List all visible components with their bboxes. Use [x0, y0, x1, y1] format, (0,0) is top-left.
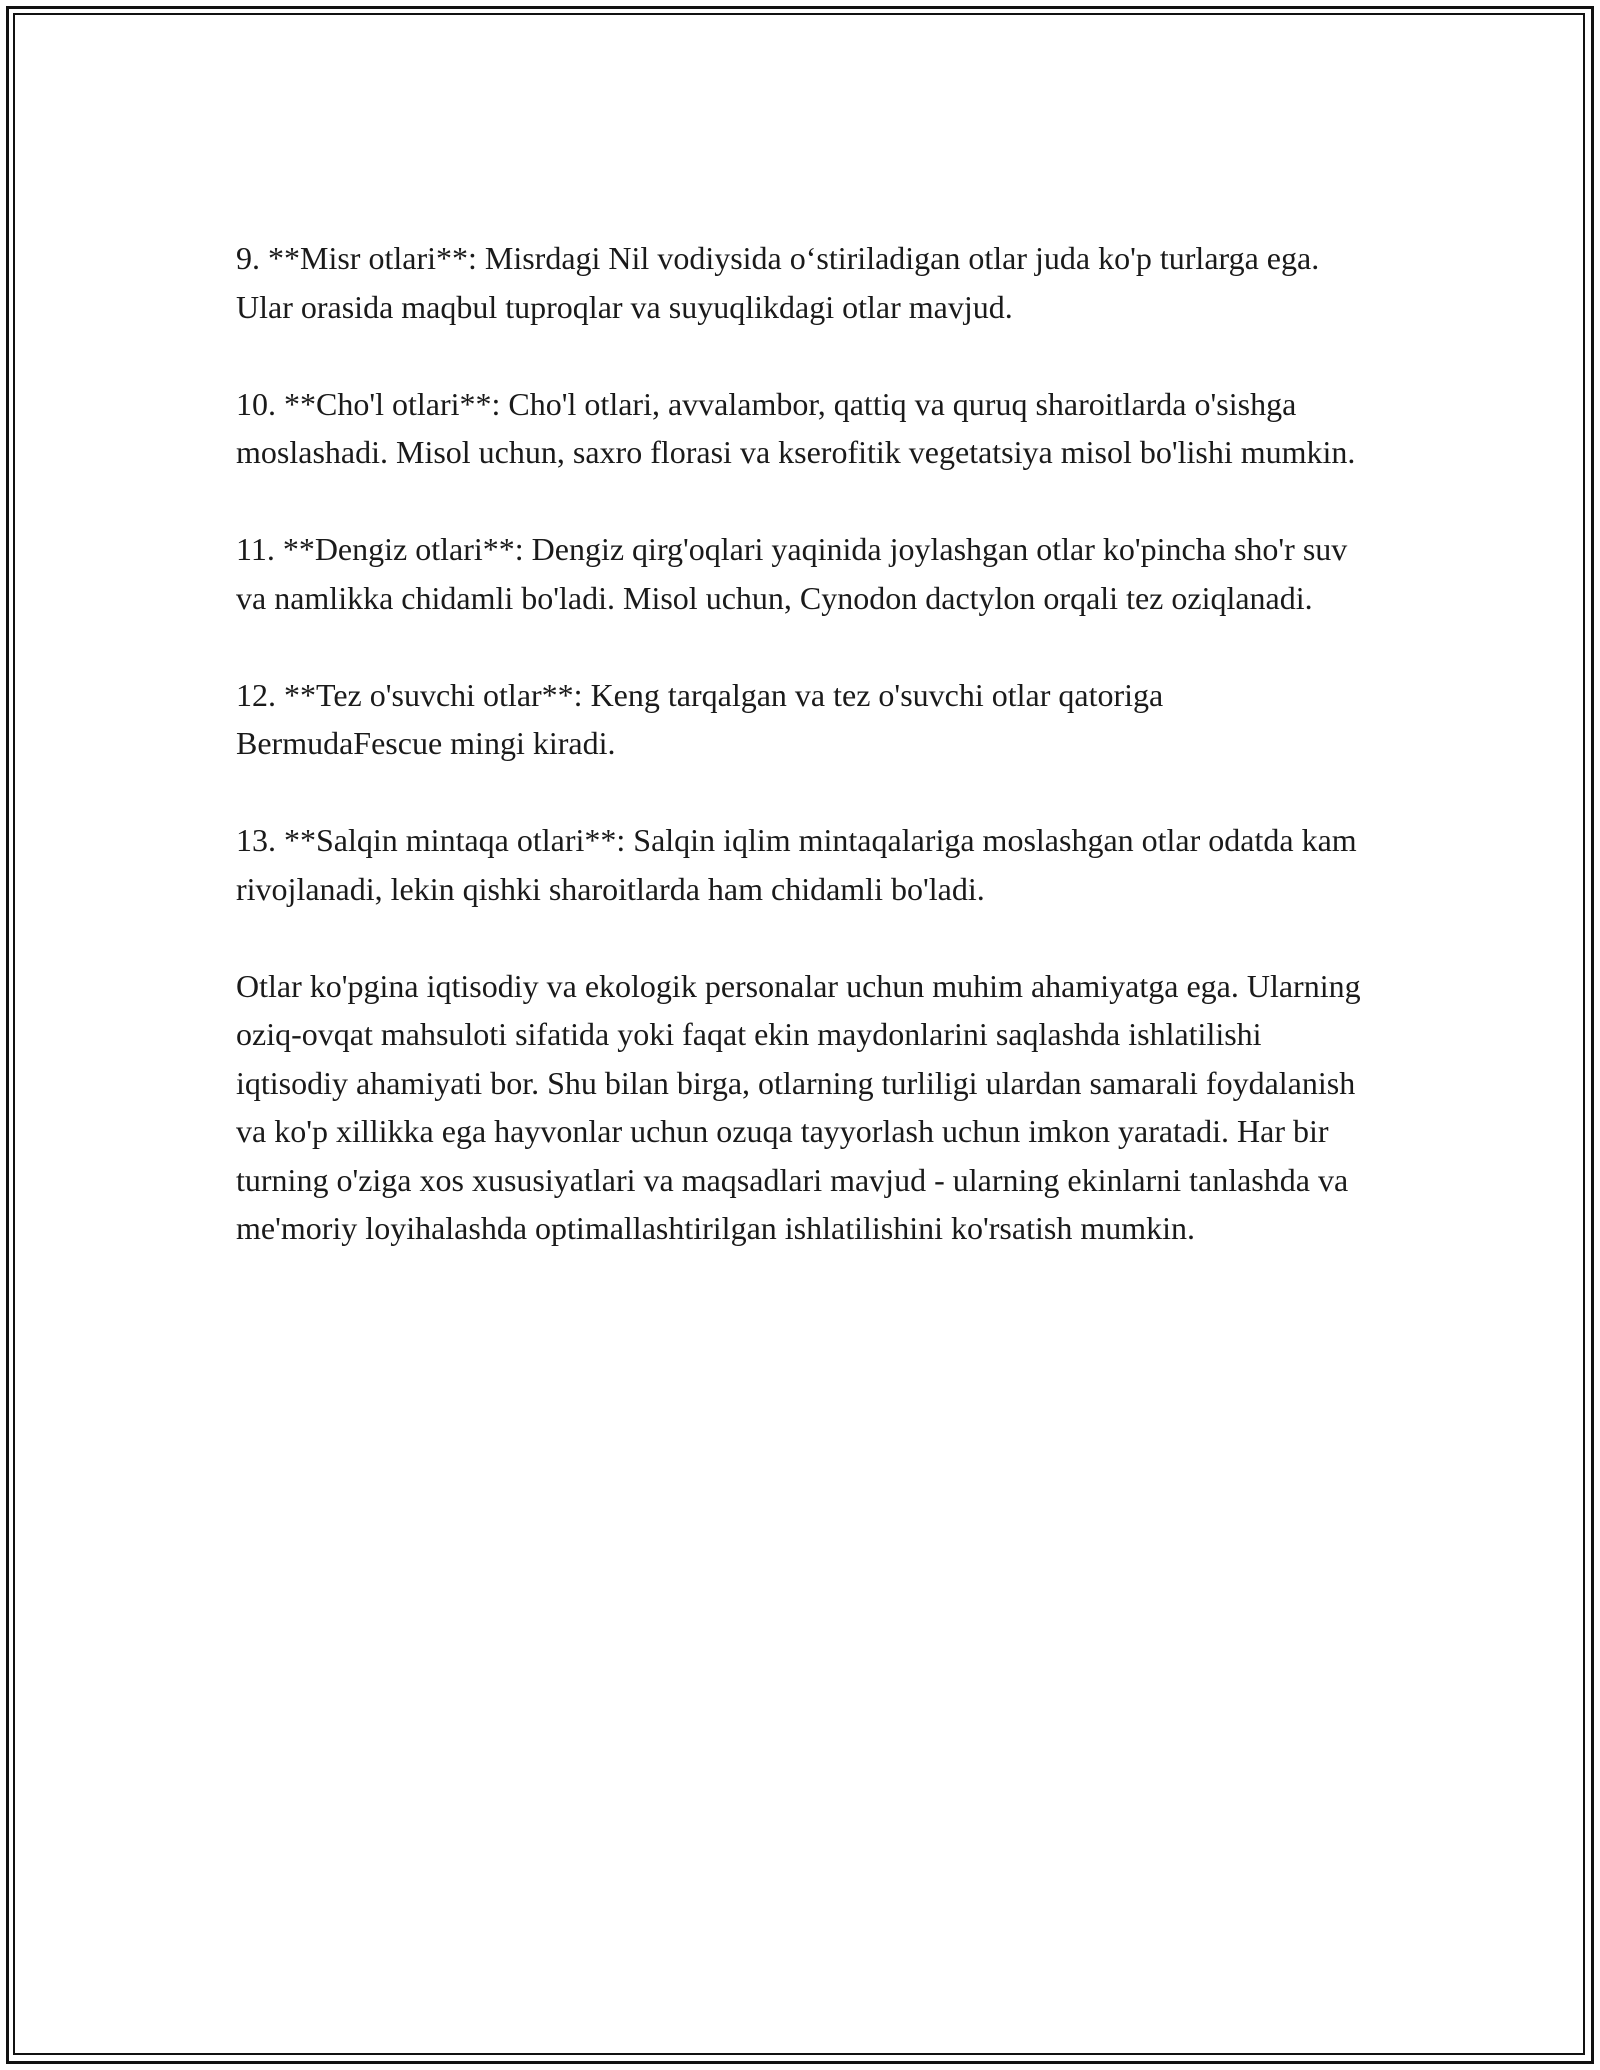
paragraph-tez-osuvchi-otlar: 12. **Tez o'suvchi otlar**: Keng tarqalgan va tez o'suvchi otlar qatoriga BermudaFescue mingi kiradi. [236, 676, 1164, 761]
paragraph-salqin-mintaqa-otlari: 13. **Salqin mintaqa otlari**: Salqin iqlim mintaqalariga moslashgan otlar odatda kam rivojlanadi, lekin qishki sharoitlarda ham chidamli bo'ladi. [236, 822, 1357, 907]
paragraph-chol-otlari: 10. **Cho'l otlari**: Cho'l otlari, avvalambor, qattiq va quruq sharoitlarda o'sishga moslashadi. Misol uchun, saxro florasi va kserofitik vegetatsiya misol bo'lishi mumkin. [236, 385, 1356, 470]
paragraph-conclusion: Otlar ko'pgina iqtisodiy va ekologik personalar uchun muhim ahamiyatga ega. Ularning oziq-ovqat mahsuloti sifatida yoki faqat ekin maydonlarini saqlashda ishlatilishi iqtisodiy ahamiyati bor. Shu bilan birga, otlarning turliligi ulardan samarali foydalanish va ko'p xillikka ega hayvonlar uchun ozuqa tayyorlash uchun imkon yaratadi. Har bir turning o'ziga xos xususiyatlari va maqsadlari mavjud - ularning ekinlarni tanlashda va me'moriy loyihalashda optimallashtirilgan ishlatilishini ko'rsatish mumkin. [236, 967, 1361, 1246]
document-body [236, 234, 1366, 1301]
paragraph-misr-otlari: 9. **Misr otlari**: Misrdagi Nil vodiysida o‘stiriladigan otlar juda ko'p turlarga ega. Ular orasida maqbul tuproqlar va suyuqlikdagi otlar mavjud. [236, 240, 1320, 325]
paragraph-dengiz-otlari: 11. **Dengiz otlari**: Dengiz qirg'oqlari yaqinida joylashgan otlar ko'pincha sho'r suv va namlikka chidamli bo'ladi. Misol uchun, Cynodon dactylon orqali tez oziqlanadi. [236, 531, 1348, 616]
